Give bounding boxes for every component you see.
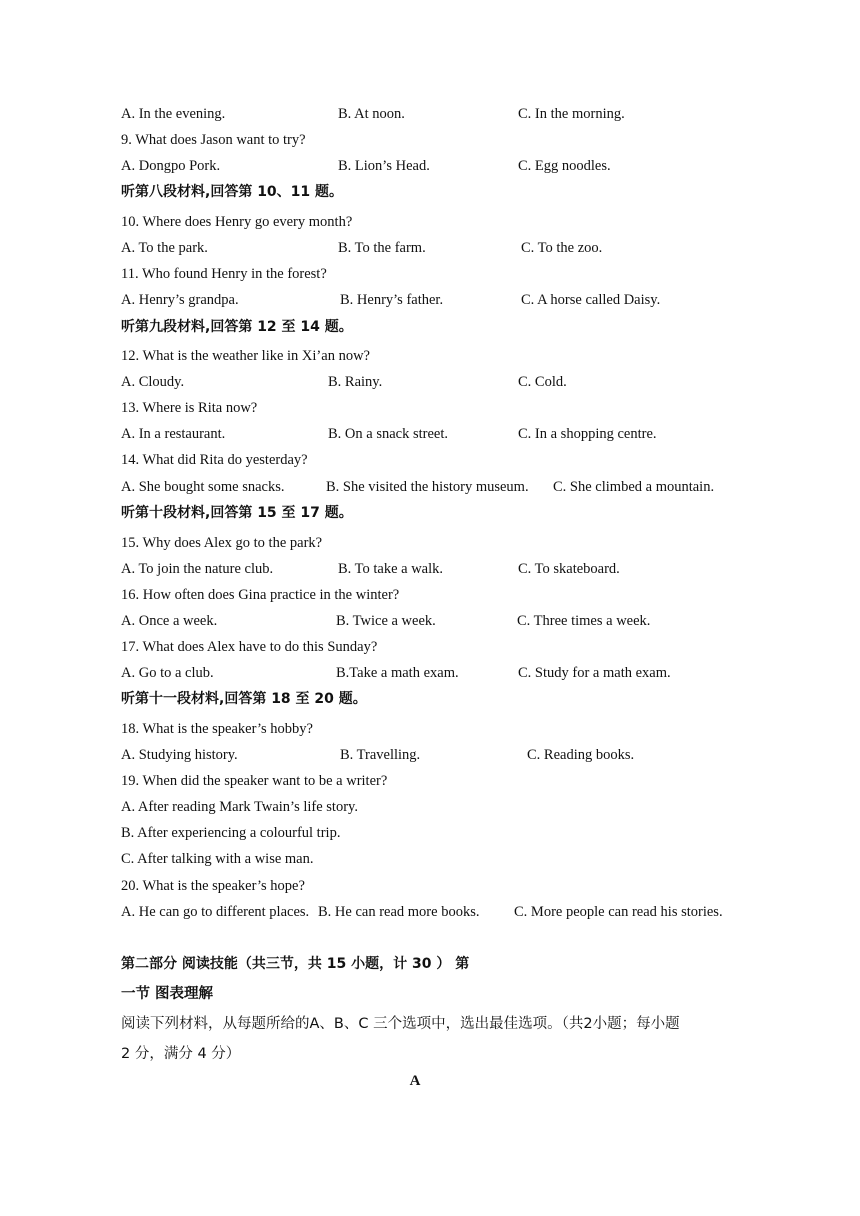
question-text: B. After experiencing a colourful trip. [121,825,341,841]
question-text: 20. What is the speaker’s hope? [121,878,305,894]
option-b: B. Twice a week. [336,613,436,629]
reading-directions: 阅读下列材料，从每题所给的A、B、C 三个选项中，选出最佳选项。（共2小题；每小题 [121,1016,680,1032]
option-b: B. To the farm. [338,240,426,256]
option-a: A. To the park. [121,240,208,256]
option-c: C. Reading books. [527,747,635,763]
question-text: A. After reading Mark Twain’s life story. [121,799,358,815]
option-a: A. To join the nature club. [121,561,274,577]
option-b: B. Travelling. [340,747,421,763]
listening-instruction: 听第十一段材料,回答第 18 至 20 题。 [121,691,367,707]
option-c: C. Egg noodles. [518,158,611,174]
option-c: C. To the zoo. [521,240,603,256]
option-c: C. In the morning. [518,106,625,122]
question-text: 19. When did the speaker want to be a writer? [121,773,388,789]
question-text: 11. Who found Henry in the forest? [121,266,327,282]
question-text: 15. Why does Alex go to the park? [121,535,323,551]
question-text: 17. What does Alex have to do this Sunday? [121,639,378,655]
option-c: C. To skateboard. [518,561,620,577]
listening-instruction: 听第九段材料,回答第 12 至 14 题。 [121,319,353,335]
listening-instruction: 听第八段材料,回答第 10、11 题。 [121,184,344,200]
question-text: 12. What is the weather like in Xi’an now? [121,348,370,364]
option-a: A. Henry’s grandpa. [121,292,239,308]
section-one-heading: 一节 图表理解 [121,986,214,1002]
option-b: B. Henry’s father. [340,292,444,308]
option-c: C. In a shopping centre. [518,426,657,442]
question-text: 16. How often does Gina practice in the winter? [121,587,400,603]
option-b: B. Lion’s Head. [338,158,430,174]
option-a: A. In a restaurant. [121,426,226,442]
option-a: A. He can go to different places. [121,904,310,920]
option-c: C. Three times a week. [517,613,651,629]
question-text: 18. What is the speaker’s hobby? [121,721,313,737]
option-b: B. Rainy. [328,374,383,390]
option-b: B. At noon. [338,106,405,122]
option-b: B. He can read more books. [318,904,480,920]
option-a: A. Cloudy. [121,374,185,390]
option-a: A. Dongpo Pork. [121,158,221,174]
option-a: A. In the evening. [121,106,226,122]
option-b: B. On a snack street. [328,426,448,442]
part-two-heading: 第二部分 阅读技能（共三节，共 15 小题，计 30 ） 第 [121,956,470,972]
option-c: C. She climbed a mountain. [553,479,715,495]
option-b: B. She visited the history museum. [326,479,529,495]
option-a: A. Once a week. [121,613,218,629]
question-text: 10. Where does Henry go every month? [121,214,353,230]
option-c: C. More people can read his stories. [514,904,723,920]
option-c: C. Study for a math exam. [518,665,671,681]
option-a: A. Studying history. [121,747,238,763]
listening-instruction: 听第十段材料,回答第 15 至 17 题。 [121,505,353,521]
option-a: A. She bought some snacks. [121,479,285,495]
option-c: C. A horse called Daisy. [521,292,661,308]
question-text: C. After talking with a wise man. [121,851,314,867]
reading-directions-score: 2 分，满分 4 分） [121,1046,241,1062]
question-text: 9. What does Jason want to try? [121,132,306,148]
option-c: C. Cold. [518,374,567,390]
option-b: B. To take a walk. [338,561,444,577]
question-text: 14. What did Rita do yesterday? [121,452,308,468]
question-text: 13. Where is Rita now? [121,400,258,416]
option-a: A. Go to a club. [121,665,214,681]
passage-letter: A [409,1073,421,1089]
option-b: B.Take a math exam. [336,665,459,681]
